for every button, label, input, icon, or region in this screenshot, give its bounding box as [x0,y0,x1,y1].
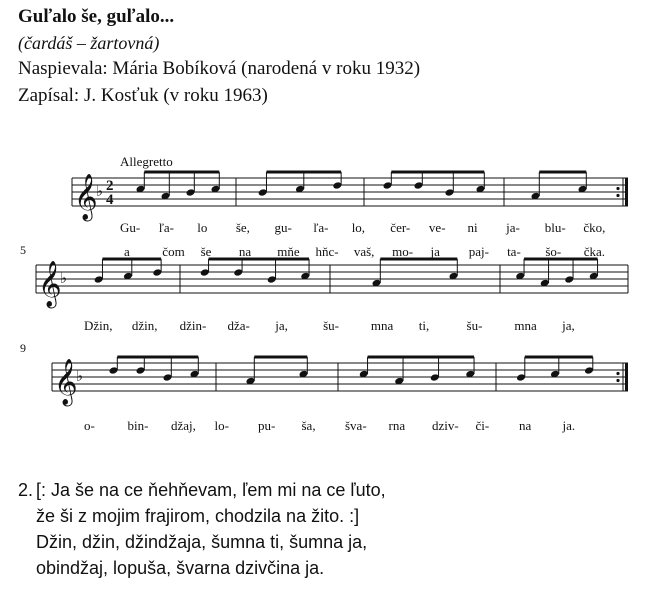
treble-clef-icon: 𝄞 [38,261,62,306]
lyric-syllable: ľa- [313,220,329,235]
lyric-syllable: čka. [583,244,605,259]
verse-line: že ši z mojim frajirom, chodzila na žito. :] [36,506,360,526]
lyric-syllable: o- [84,418,95,433]
score-symbols [38,174,103,407]
lyric-syllable: ni [467,220,478,235]
staff-lines [36,178,628,391]
flat-icon: ♭ [76,369,84,385]
lyric-syllable: ta- [507,244,521,259]
lyric-syllable: ja, [562,318,575,333]
lyric-syllable: blu- [544,220,566,235]
lyric-syllable: či- [475,418,490,433]
treble-clef-icon: 𝄞 [54,359,78,404]
lyric-syllable: čko, [583,220,606,235]
lyric-syllable: Gu- [120,220,141,235]
recorder-line: Zapísal: J. Kosťuk (v roku 1963) [18,85,268,106]
lyric-syllable: na [238,244,252,259]
verse-number: 2. [18,480,34,500]
lyric-syllable: gu- [274,220,292,235]
lyric-syllable: še [200,244,212,259]
lyric-syllable: rna [388,418,406,433]
repeat-dot [616,194,619,197]
lyric-syllable: Džin, [84,318,113,333]
lyric-syllable: ja [430,244,440,259]
lyric-syllable: vaš, [353,244,375,259]
lyric-syllable: čer- [390,220,411,235]
singer-line: Naspievala: Mária Bobíková (narodená v roku 1932) [18,58,421,79]
song-subtitle: (čardáš – žartovná) [18,33,160,53]
treble-clef-icon: 𝄞 [74,174,98,219]
lyric-syllable: čom [162,244,185,259]
lyric-syllable: bin- [127,418,149,433]
lyric-syllable: a [124,244,130,259]
lyric-syllable: mna [370,318,394,333]
lyric-syllable: ja. [562,418,576,433]
lyric-syllable: šu- [323,318,339,333]
lyric-syllable: lo [197,220,208,235]
lyric-syllable: šu- [466,318,483,333]
lyric-syllable: džin- [179,318,207,333]
verse-lines [36,477,386,581]
lyric-syllable: lo, [351,220,366,235]
lyric-syllable: ja- [506,220,520,235]
lyric-syllable: dziv- [432,418,459,433]
lyric-syllable: hňc- [315,244,339,259]
flat-icon: ♭ [60,271,68,287]
lyric-syllable: lo- [214,418,229,433]
lyric-syllable: ľa- [158,220,175,235]
lyric-syllable: džin, [131,318,158,333]
verse-2 [18,477,386,581]
lyric-syllable: dža- [227,318,250,333]
lyrics [84,220,605,433]
song-title: Guľalo še, guľalo... [18,6,175,27]
repeat-dot [616,379,619,382]
measure-number-9: 9 [20,341,26,355]
lyric-syllable: ve- [428,220,446,235]
verse-line: [: Ja še na ce ňehňevam, ľem mi na ce ľuto, [36,480,386,500]
lyric-syllable: paj- [468,244,489,259]
lyric-syllable: mňe [277,244,300,259]
lyric-syllable: šva- [345,418,367,433]
lyric-syllable: ja, [275,318,288,333]
tempo-marking: Allegretto [120,154,173,169]
flat-icon: ♭ [96,184,104,200]
time-signature-bottom: 4 [106,192,114,208]
time-signature-top: 2 [106,178,114,194]
lyric-syllable: ti, [418,318,430,333]
lyric-syllable: mna [514,318,537,333]
lyric-syllable: še, [235,220,250,235]
lyric-syllable: na [519,418,532,433]
verse-line: Džin, džin, džindžaja, šumna ti, šumna ja, [36,532,368,552]
verse-line: obindžaj, lopuša, švarna dzivčina ja. [36,558,325,578]
repeat-dot [616,372,619,375]
final-barline [625,363,628,391]
final-barline [625,178,628,206]
lyric-syllable: šo- [545,244,562,259]
repeat-dot [616,187,619,190]
lyric-syllable: ša, [301,418,316,433]
lyric-syllable: mo- [392,244,414,259]
measure-number-5: 5 [20,243,26,257]
lyric-syllable: pu- [258,418,276,433]
lyric-syllable: džaj, [171,418,196,433]
